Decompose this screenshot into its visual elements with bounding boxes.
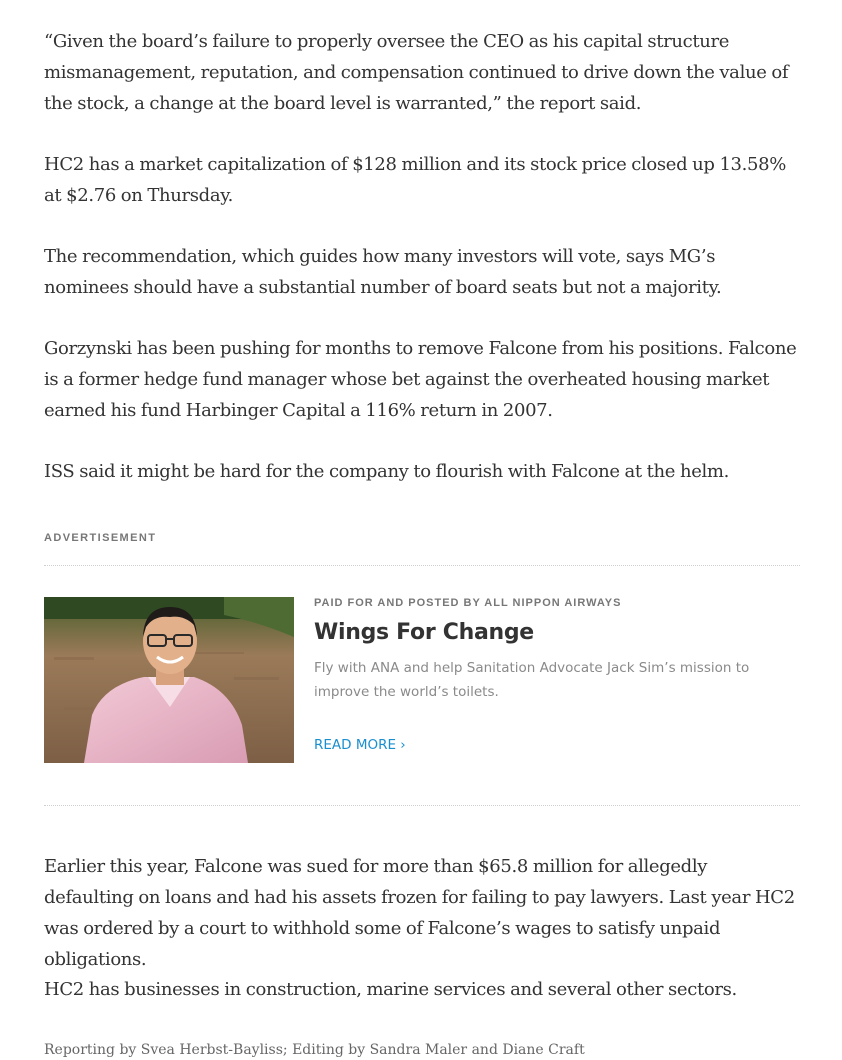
advertisement-label: ADVERTISEMENT	[44, 532, 157, 544]
ad-title[interactable]: Wings For Change	[314, 620, 534, 645]
ad-sponsor: PAID FOR AND POSTED BY ALL NIPPON AIRWAYS	[314, 597, 622, 609]
article-paragraph: ISS said it might be hard for the company to flourish with Falcone at the helm.	[44, 461, 730, 482]
ad-divider-bottom	[44, 805, 800, 806]
ad-description: Fly with ANA and help Sanitation Advocate Jack Sim’s mission to improve the world’s toilets.	[314, 660, 750, 700]
article-byline: Reporting by Svea Herbst-Bayliss; Editing by Sandra Maler and Diane Craft	[44, 1042, 585, 1058]
ad-divider-top	[44, 565, 800, 566]
article-paragraph: The recommendation, which guides how many investors will vote, says MG’s nominees should have a substantial number of board seats but not a majority.	[44, 246, 722, 298]
article-paragraph: Earlier this year, Falcone was sued for more than $65.8 million for allegedly defaulting on loans and had his assets frozen for failing to pay lawyers. Last year HC2 was ordered by a court to withhold some of Falcone’s wages to satisfy unpaid obligations.	[44, 856, 795, 970]
article-paragraph: HC2 has businesses in construction, marine services and several other sectors.	[44, 979, 737, 1000]
ad-image-link[interactable]	[44, 597, 294, 763]
article-paragraph: “Given the board’s failure to properly oversee the CEO as his capital structure mismanagement, reputation, and compensation continued to drive down the value of the stock, a change at the board level is warranted,” the report said.	[44, 31, 789, 114]
article-paragraph: HC2 has a market capitalization of $128 million and its stock price closed up 13.58% at $2.76 on Thursday.	[44, 154, 786, 206]
article-paragraph: Gorzynski has been pushing for months to remove Falcone from his positions. Falcone is a former hedge fund manager whose bet against the overheated housing market earned his fund Harbinger Capital a 116% return in 2007.	[44, 338, 797, 421]
read-more-link[interactable]: READ MORE ›	[314, 737, 406, 753]
portrait-photo-icon	[44, 597, 294, 763]
